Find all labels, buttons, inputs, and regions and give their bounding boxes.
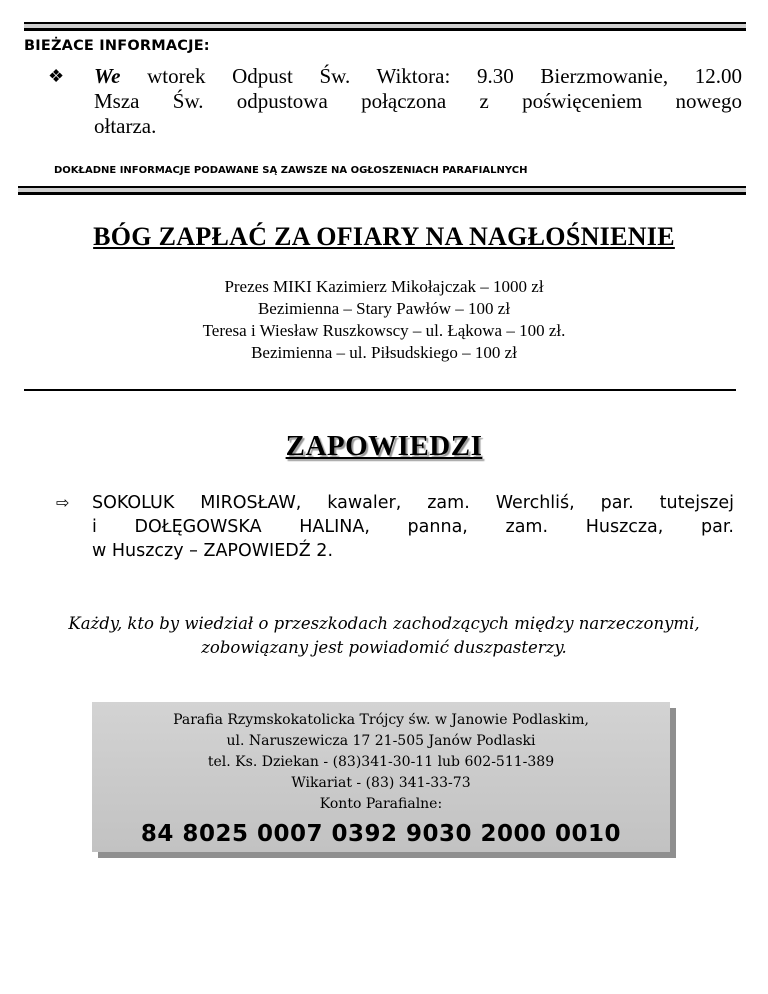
section-divider (24, 389, 736, 391)
parish-phone-vicar: Wikariat - (83) 341-33-73 (291, 775, 471, 791)
notice-line: zobowiązany jest powiadomić duszpasterzy. (201, 638, 567, 657)
diamond-bullet-icon: ❖ (48, 66, 65, 86)
news-item (48, 64, 742, 139)
news-note: DOKŁADNE INFORMACJE PODAWANE SĄ ZAWSZE NA OGŁOSZENIACH PARAFIALNYCH (54, 165, 528, 176)
news-line-1-text: wtorek Odpust Św. Wiktora: 9.30 Bierzmowanie, 12.00 (147, 64, 743, 88)
notice-line: Każdy, kto by wiedział o przeszkodach zachodzących między narzeczonymi, (68, 614, 700, 633)
middle-double-rule (18, 186, 746, 195)
news-line-3: ołtarza. (94, 114, 157, 138)
news-line-1 (94, 64, 742, 89)
donor-line: Prezes MIKI Kazimierz Mikołajczak – 1000 zł (224, 277, 544, 296)
arrow-right-icon: ⇨ (56, 493, 70, 512)
parish-phone-dean: tel. Ks. Dziekan - (83)341-30-11 lub 602-511-389 (207, 754, 555, 770)
banns-title: ZAPOWIEDZI (285, 430, 483, 462)
parish-name: Parafia Rzymskokatolicka Trójcy św. w Janowie Podlaskim, (173, 712, 589, 728)
account-number: 84 8025 0007 0392 9030 2000 0010 (140, 821, 622, 847)
donor-line: Bezimienna – Stary Pawłów – 100 zł (257, 299, 511, 318)
banns-item (56, 491, 734, 563)
donor-list (0, 276, 768, 364)
banns-line: SOKOLUK MIROSŁAW, kawaler, zam. Werchliś, par. tutejszej (92, 493, 734, 513)
parish-contact-box (92, 702, 670, 852)
banns-notice (0, 612, 768, 660)
thanks-title: BÓG ZAPŁAĆ ZA OFIARY NA NAGŁOŚNIENIE (93, 222, 675, 251)
donor-line: Teresa i Wiesław Ruszkowscy – ul. Łąkowa – 100 zł. (202, 321, 566, 340)
banns-line: i DOŁĘGOWSKA HALINA, panna, zam. Huszcza, par. (92, 517, 734, 537)
current-info-heading: BIEŻACE INFORMACJE: (24, 38, 210, 54)
account-label: Konto Parafialne: (319, 796, 443, 812)
top-double-rule (24, 22, 746, 31)
news-line-2: Msza Św. odpustowa połączona z poświęceniem nowego (94, 89, 742, 113)
parish-address: ul. Naruszewicza 17 21-505 Janów Podlaski (226, 733, 536, 749)
banns-line: w Huszczy – ZAPOWIEDŹ 2. (92, 541, 334, 561)
donor-line: Bezimienna – ul. Piłsudskiego – 100 zł (251, 343, 517, 362)
news-item-lead: We (94, 64, 121, 88)
